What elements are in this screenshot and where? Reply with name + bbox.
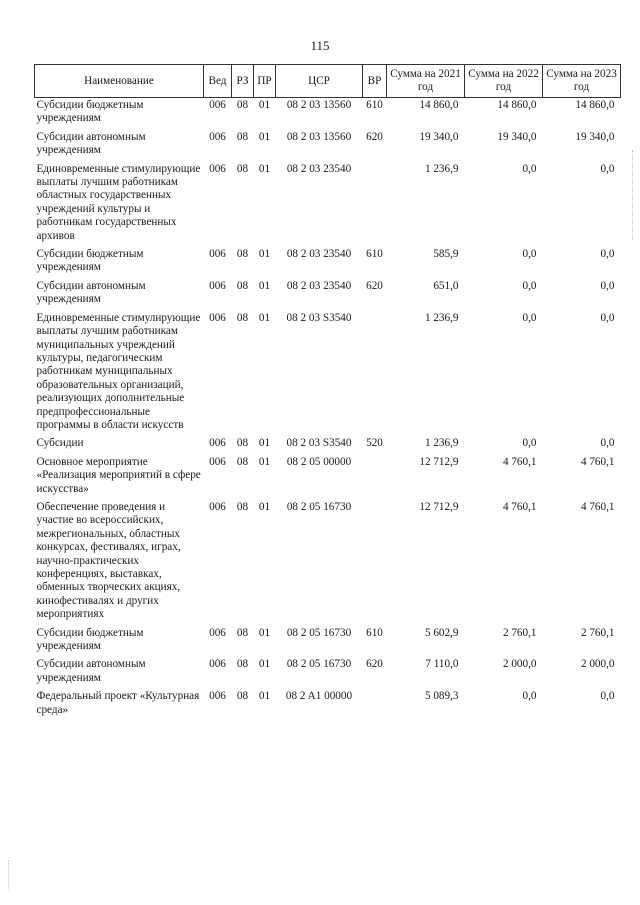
cell-csr: 08 2 03 S3540 (286, 437, 352, 450)
cell-sum-2021: 1 236,9 (424, 311, 459, 324)
cell-pr: 01 (258, 248, 271, 261)
cell-sum-2023: 0,0 (600, 248, 615, 261)
cell-vr: 610 (366, 248, 383, 261)
table-row (35, 436, 621, 454)
cell-sum-2023: 0,0 (600, 162, 615, 175)
cell-sum-2021: 1 236,9 (424, 437, 459, 450)
cell-sum-2021: 585,9 (433, 248, 459, 261)
cell-ved: 006 (209, 248, 226, 261)
table-row (35, 98, 621, 130)
cell-ved: 006 (209, 279, 226, 292)
header-vr: ВР (363, 65, 387, 98)
cell-pr: 01 (258, 626, 271, 639)
table-row (35, 162, 621, 247)
cell-name: Единовременные стимулирующие выплаты лучшим работникам муниципальных учреждений культуры, педагогическим работникам муниципальных образовательных организаций, реализующих дополнительные предпрофессиональные программы в области искусств (36, 311, 201, 431)
cell-pr: 01 (258, 279, 271, 292)
cell-ved: 006 (209, 311, 226, 324)
header-csr: ЦСР (276, 65, 363, 98)
cell-sum-2022: 0,0 (522, 690, 537, 703)
cell-pr: 01 (258, 162, 271, 175)
cell-vr (363, 311, 387, 437)
cell-csr: 08 2 05 16730 (286, 626, 352, 639)
table-row (35, 455, 621, 500)
cell-sum-2022: 0,0 (522, 279, 537, 292)
table-row (35, 500, 621, 626)
cell-sum-2023: 2 000,0 (580, 658, 615, 671)
cell-sum-2023: 0,0 (600, 311, 615, 324)
cell-pr: 01 (258, 658, 271, 671)
cell-ved: 006 (209, 162, 226, 175)
cell-sum-2022: 0,0 (522, 248, 537, 261)
cell-sum-2023: 0,0 (600, 437, 615, 450)
cell-sum-2022: 19 340,0 (497, 130, 537, 143)
cell-sum-2023: 14 860,0 (575, 99, 615, 111)
cell-pr: 01 (258, 690, 271, 703)
cell-vr (363, 689, 387, 721)
cell-csr: 08 2 03 23540 (286, 248, 352, 261)
cell-ved: 006 (209, 658, 226, 671)
cell-pr: 01 (258, 311, 271, 324)
cell-vr (363, 162, 387, 247)
cell-rz: 08 (236, 500, 249, 513)
cell-ved: 006 (209, 626, 226, 639)
cell-csr: 08 2 03 S3540 (286, 311, 352, 324)
cell-ved: 006 (209, 130, 226, 143)
cell-csr: 08 2 05 16730 (286, 658, 352, 671)
table-header (35, 65, 621, 98)
page-number: 115 (310, 38, 330, 53)
cell-name: Субсидии бюджетным учреждениям (36, 99, 144, 125)
cell-sum-2021: 651,0 (433, 279, 459, 292)
cell-name: Субсидии автономным учреждениям (36, 130, 146, 157)
cell-ved: 006 (209, 437, 226, 450)
cell-name: Субсидии (36, 437, 84, 450)
cell-rz: 08 (236, 248, 249, 261)
table-row (35, 657, 621, 689)
cell-sum-2022: 14 860,0 (497, 99, 537, 111)
scan-margin-mark (8, 860, 10, 890)
cell-pr: 01 (258, 500, 271, 513)
cell-pr: 01 (258, 437, 271, 450)
table-body (35, 98, 621, 722)
cell-name: Субсидии автономным учреждениям (36, 279, 146, 306)
table-row (35, 247, 621, 279)
cell-name: Основное мероприятие «Реализация мероприятий в сфере искусства» (36, 455, 201, 495)
header-sum-2023: Сумма на 2023 год (543, 65, 621, 98)
cell-sum-2023: 0,0 (600, 279, 615, 292)
cell-csr: 08 2 03 13560 (286, 130, 352, 143)
cell-vr: 620 (366, 658, 383, 671)
table-row (35, 130, 621, 162)
cell-name: Обеспечение проведения и участие во всероссийских, межрегиональных, областных конкурсах, фестивалях, играх, научно-практических конференциях, выставках, обменных творческих акциях, кинофестивалях и других мероприятиях (36, 500, 181, 621)
header-pr: ПР (254, 65, 276, 98)
cell-pr: 01 (258, 455, 271, 468)
cell-sum-2021: 12 712,9 (419, 455, 459, 468)
cell-name: Единовременные стимулирующие выплаты лучшим работникам областных государственных учреждений культуры и работникам государственных архивов (36, 162, 201, 242)
cell-ved: 006 (209, 500, 226, 513)
cell-ved: 006 (209, 455, 226, 468)
cell-vr: 520 (366, 437, 383, 450)
table-row (35, 279, 621, 311)
cell-csr: 08 2 A1 00000 (285, 690, 353, 703)
cell-rz: 08 (236, 455, 249, 468)
header-sum-2022: Сумма на 2022 год (465, 65, 543, 98)
cell-pr: 01 (258, 130, 271, 143)
cell-ved: 006 (209, 99, 226, 111)
cell-sum-2022: 2 000,0 (502, 658, 537, 671)
cell-sum-2021: 1 236,9 (424, 162, 459, 175)
cell-name: Субсидии бюджетным учреждениям (36, 626, 144, 653)
cell-rz: 08 (236, 690, 249, 703)
header-rz: РЗ (232, 65, 254, 98)
cell-sum-2021: 7 110,0 (425, 658, 459, 671)
cell-sum-2022: 0,0 (522, 162, 537, 175)
header-ved: Вед (204, 65, 232, 98)
cell-vr: 610 (366, 626, 383, 639)
cell-sum-2021: 5 089,3 (424, 690, 459, 703)
cell-rz: 08 (236, 162, 249, 175)
cell-rz: 08 (236, 658, 249, 671)
cell-name: Субсидии бюджетным учреждениям (36, 248, 144, 274)
header-sum-2021: Сумма на 2021 год (387, 65, 465, 98)
cell-csr: 08 2 05 00000 (286, 455, 352, 468)
table-row (35, 311, 621, 437)
cell-sum-2021: 14 860,0 (419, 99, 459, 111)
cell-rz: 08 (236, 437, 249, 450)
cell-rz: 08 (236, 99, 249, 111)
cell-sum-2021: 19 340,0 (419, 130, 459, 143)
cell-sum-2022: 4 760,1 (502, 455, 537, 468)
table-row (35, 626, 621, 658)
cell-rz: 08 (236, 130, 249, 143)
cell-name: Субсидии автономным учреждениям (36, 658, 146, 684)
cell-sum-2021: 5 602,9 (424, 626, 459, 639)
cell-rz: 08 (236, 279, 249, 292)
cell-sum-2023: 2 760,1 (580, 626, 615, 639)
cell-sum-2023: 0,0 (600, 690, 615, 703)
cell-name: Федеральный проект «Культурная среда» (36, 690, 200, 716)
cell-sum-2022: 0,0 (522, 437, 537, 450)
cell-sum-2022: 2 760,1 (502, 626, 537, 639)
cell-vr (363, 455, 387, 500)
scan-margin-mark (632, 150, 634, 240)
budget-table (34, 64, 621, 721)
cell-sum-2022: 0,0 (522, 311, 537, 324)
cell-pr: 01 (258, 99, 271, 111)
cell-vr: 620 (366, 279, 383, 292)
cell-sum-2021: 12 712,9 (419, 500, 459, 513)
cell-rz: 08 (236, 626, 249, 639)
header-name: Наименование (35, 65, 204, 98)
cell-sum-2023: 19 340,0 (575, 130, 615, 143)
cell-vr (363, 500, 387, 626)
cell-sum-2023: 4 760,1 (580, 500, 615, 513)
cell-csr: 08 2 03 13560 (286, 99, 352, 111)
cell-vr: 610 (366, 99, 383, 111)
cell-sum-2023: 4 760,1 (580, 455, 615, 468)
cell-rz: 08 (236, 311, 249, 324)
cell-vr: 620 (366, 130, 383, 143)
cell-csr: 08 2 03 23540 (286, 279, 352, 292)
cell-sum-2022: 4 760,1 (502, 500, 537, 513)
cell-ved: 006 (209, 690, 226, 703)
cell-csr: 08 2 03 23540 (286, 162, 352, 175)
table-row (35, 689, 621, 721)
cell-csr: 08 2 05 16730 (286, 500, 352, 513)
